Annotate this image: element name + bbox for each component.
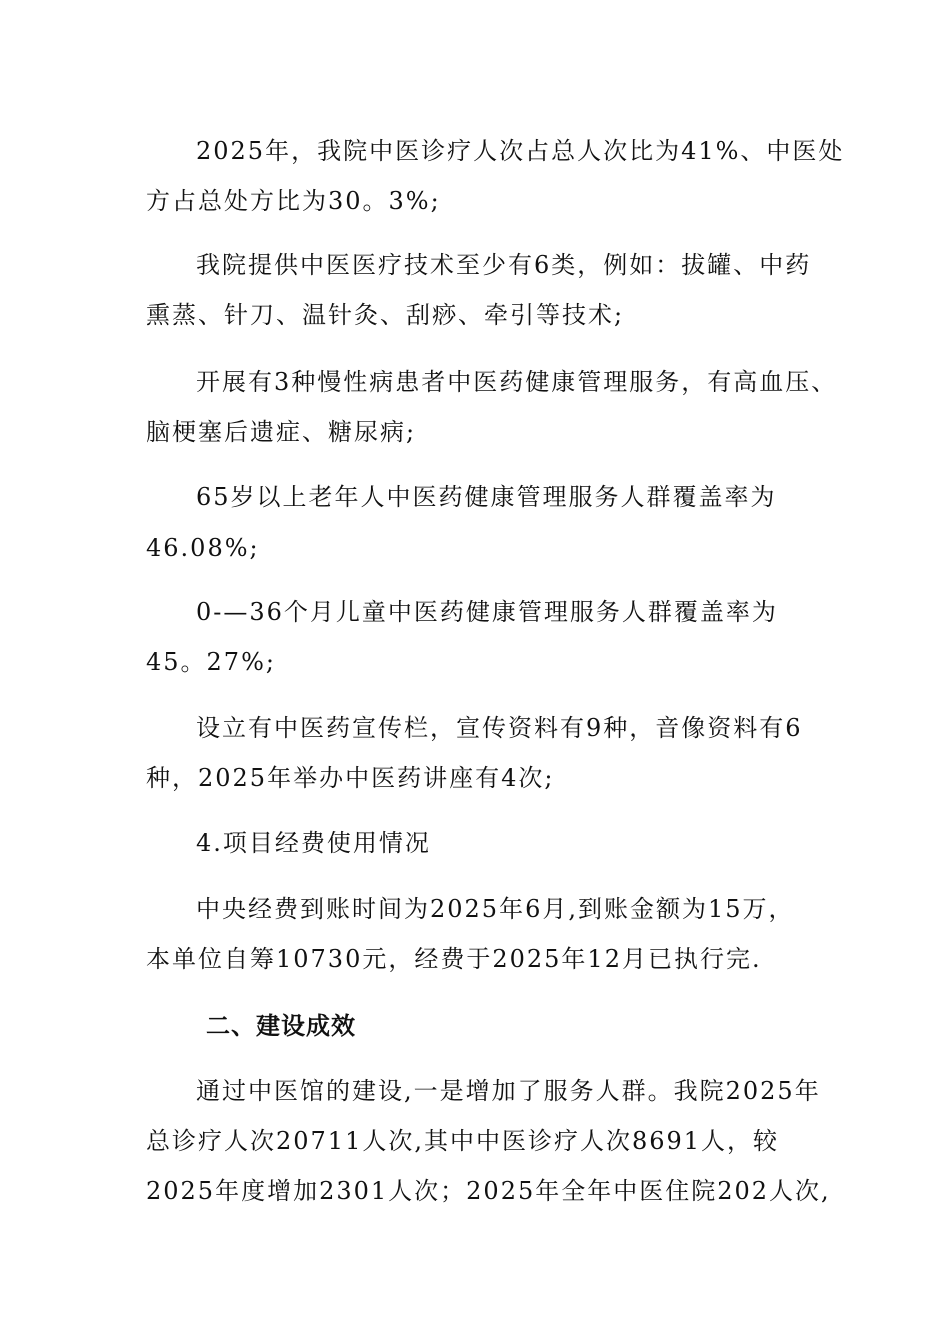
paragraph-3-line-2: 脑梗塞后遗症、糖尿病; (146, 418, 417, 446)
paragraph-6-line-1: 设立有中医药宣传栏，宣传资料有9种，音像资料有6 (196, 714, 803, 742)
paragraph-3-line-1: 开展有3种慢性病患者中医药健康管理服务，有高血压、 (196, 368, 838, 396)
paragraph-4-line-1: 65岁以上老年人中医药健康管理服务人群覆盖率为 (196, 483, 777, 511)
paragraph-4-line-2: 46.08%; (146, 534, 260, 562)
paragraph-5-line-1: 0-—36个月儿童中医药健康管理服务人群覆盖率为 (196, 598, 778, 626)
paragraph-6-line-2: 种，2025年举办中医药讲座有4次; (146, 764, 555, 792)
final-paragraph-line-3: 2025年度增加2301人次；2025年全年中医住院202人次, (146, 1177, 831, 1205)
paragraph-8-line-1: 中央经费到账时间为2025年6月,到账金额为15万， (196, 895, 795, 923)
paragraph-8-line-2: 本单位自筹10730元，经费于2025年12月已执行完. (146, 945, 762, 973)
section-heading: 二、建设成效 (206, 1012, 356, 1040)
paragraph-5-line-2: 45。27%; (146, 648, 276, 676)
subsection-title-funding: 4.项目经费使用情况 (196, 829, 431, 857)
final-paragraph-line-2: 总诊疗人次20711人次,其中中医诊疗人次8691人，较 (146, 1127, 780, 1155)
paragraph-2-line-1: 我院提供中医医疗技术至少有6类，例如：拔罐、中药 (196, 251, 812, 279)
paragraph-1-line-2: 方占总处方比为30。3%; (146, 187, 441, 215)
final-paragraph-line-1: 通过中医馆的建设,一是增加了服务人群。我院2025年 (196, 1077, 821, 1105)
paragraph-1-line-1: 2025年，我院中医诊疗人次占总人次比为41%、中医处 (196, 137, 845, 165)
paragraph-2-line-2: 熏蒸、针刀、温针灸、刮痧、牵引等技术; (146, 301, 625, 329)
